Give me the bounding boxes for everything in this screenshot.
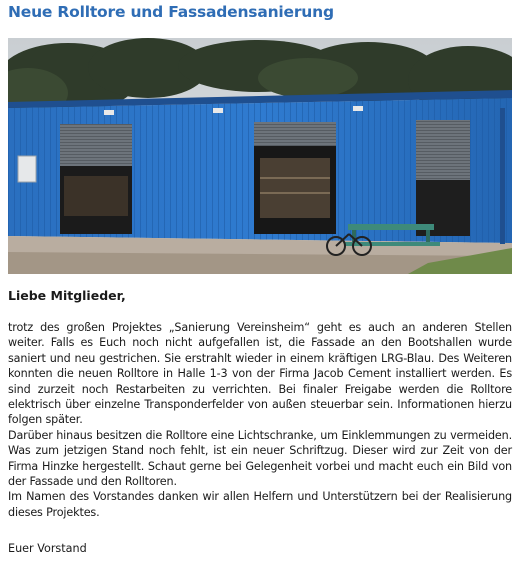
boathouse-photo (8, 38, 512, 274)
paragraph: Im Namen des Vorstandes danken wir allen Helfern und Unterstützern bei der Realisierung dieses Projektes. (8, 490, 512, 519)
paragraph: Darüber hinaus besitzen die Rolltore eine Lichtschranke, um Einklemmungen zu vermeiden. Was zum jetzigen Stand noch fehlt, ist ein neuer Schriftzug. Dieser wird zur Zeit von der Firma Hinzke hergestellt. Schaut gerne bei Gelegenheit vorbei und macht euch ein Bild von der Fassade und den Rolltoren. (8, 428, 512, 489)
greeting: Liebe Mitglieder, (8, 288, 126, 303)
signoff: Euer Vorstand (8, 542, 87, 555)
article-title: Neue Rolltore und Fassadensanierung (8, 3, 334, 21)
article-body (8, 320, 512, 520)
paragraph: trotz des großen Projektes „Sanierung Vereinsheim“ geht es auch an anderen Stellen weiter. Falls es Euch noch nicht aufgefallen ist, die Fassade an den Bootshallen wurde saniert und neu gestrichen. Sie erstrahlt wieder in einem kräftigen LRG-Blau. Des Weiteren konnten die neuen Rolltore in Halle 1-3 von der Firma Jacob Cement installiert werden. Es sind zurzeit noch Restarbeiten zu verrichten. Bei finaler Freigabe werden die Rolltore elektrisch über einzelne Transponderfelder von außen steuerbar sein. Informationen hierzu folgen später. (8, 321, 512, 427)
